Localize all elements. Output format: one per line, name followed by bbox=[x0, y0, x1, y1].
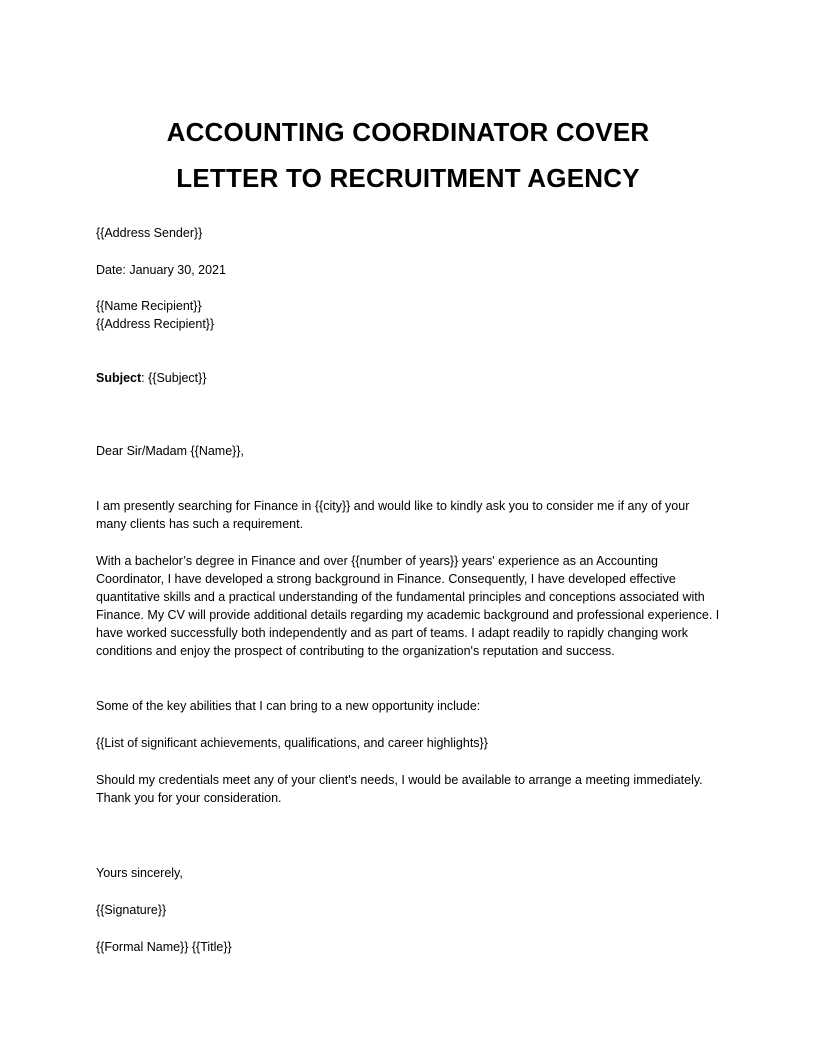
address-sender: {{Address Sender}} bbox=[96, 226, 203, 240]
address-recipient: {{Address Recipient}} bbox=[96, 317, 215, 331]
subject-line bbox=[96, 369, 207, 387]
salutation: Dear Sir/Madam {{Name}}, bbox=[96, 444, 244, 458]
date-line: Date: January 30, 2021 bbox=[96, 263, 226, 277]
closing: Yours sincerely, bbox=[96, 866, 183, 880]
formal-name-title: {{Formal Name}} {{Title}} bbox=[96, 940, 232, 954]
paragraph-abilities: Some of the key abilities that I can bring to a new opportunity include: bbox=[96, 699, 481, 713]
paragraph-achievements: {{List of significant achievements, qualifications, and career highlights}} bbox=[96, 736, 488, 750]
document-title-line-1: ACCOUNTING COORDINATOR COVER bbox=[166, 117, 650, 147]
paragraph-background: With a bachelor’s degree in Finance and over {{number of years}} years' experience as an Accounting Coordinator, I have developed a strong background in Finance. Consequently, I have developed effective quantitative skills and a practical understanding of the fundamental principles and conceptions associated with Finance. My CV will provide additional details regarding my academic background and professional experience. I have worked successfully both independently and as part of teams. I adapt readily to rapidly changing work conditions and enjoy the prospect of contributing to the organization's reputation and success. bbox=[96, 554, 720, 659]
paragraph-intro: I am presently searching for Finance in {{city}} and would like to kindly ask you to consider me if any of your many clients has such a requirement. bbox=[96, 499, 690, 532]
subject-label: Subject bbox=[96, 371, 142, 385]
document-title-line-2: LETTER TO RECRUITMENT AGENCY bbox=[176, 163, 640, 193]
subject-value: : {{Subject}} bbox=[141, 371, 207, 385]
paragraph-closing-remarks: Should my credentials meet any of your client's needs, I would be available to arrange a meeting immediately. Thank you for your consideration. bbox=[96, 773, 703, 806]
name-recipient: {{Name Recipient}} bbox=[96, 299, 202, 313]
signature: {{Signature}} bbox=[96, 903, 167, 917]
